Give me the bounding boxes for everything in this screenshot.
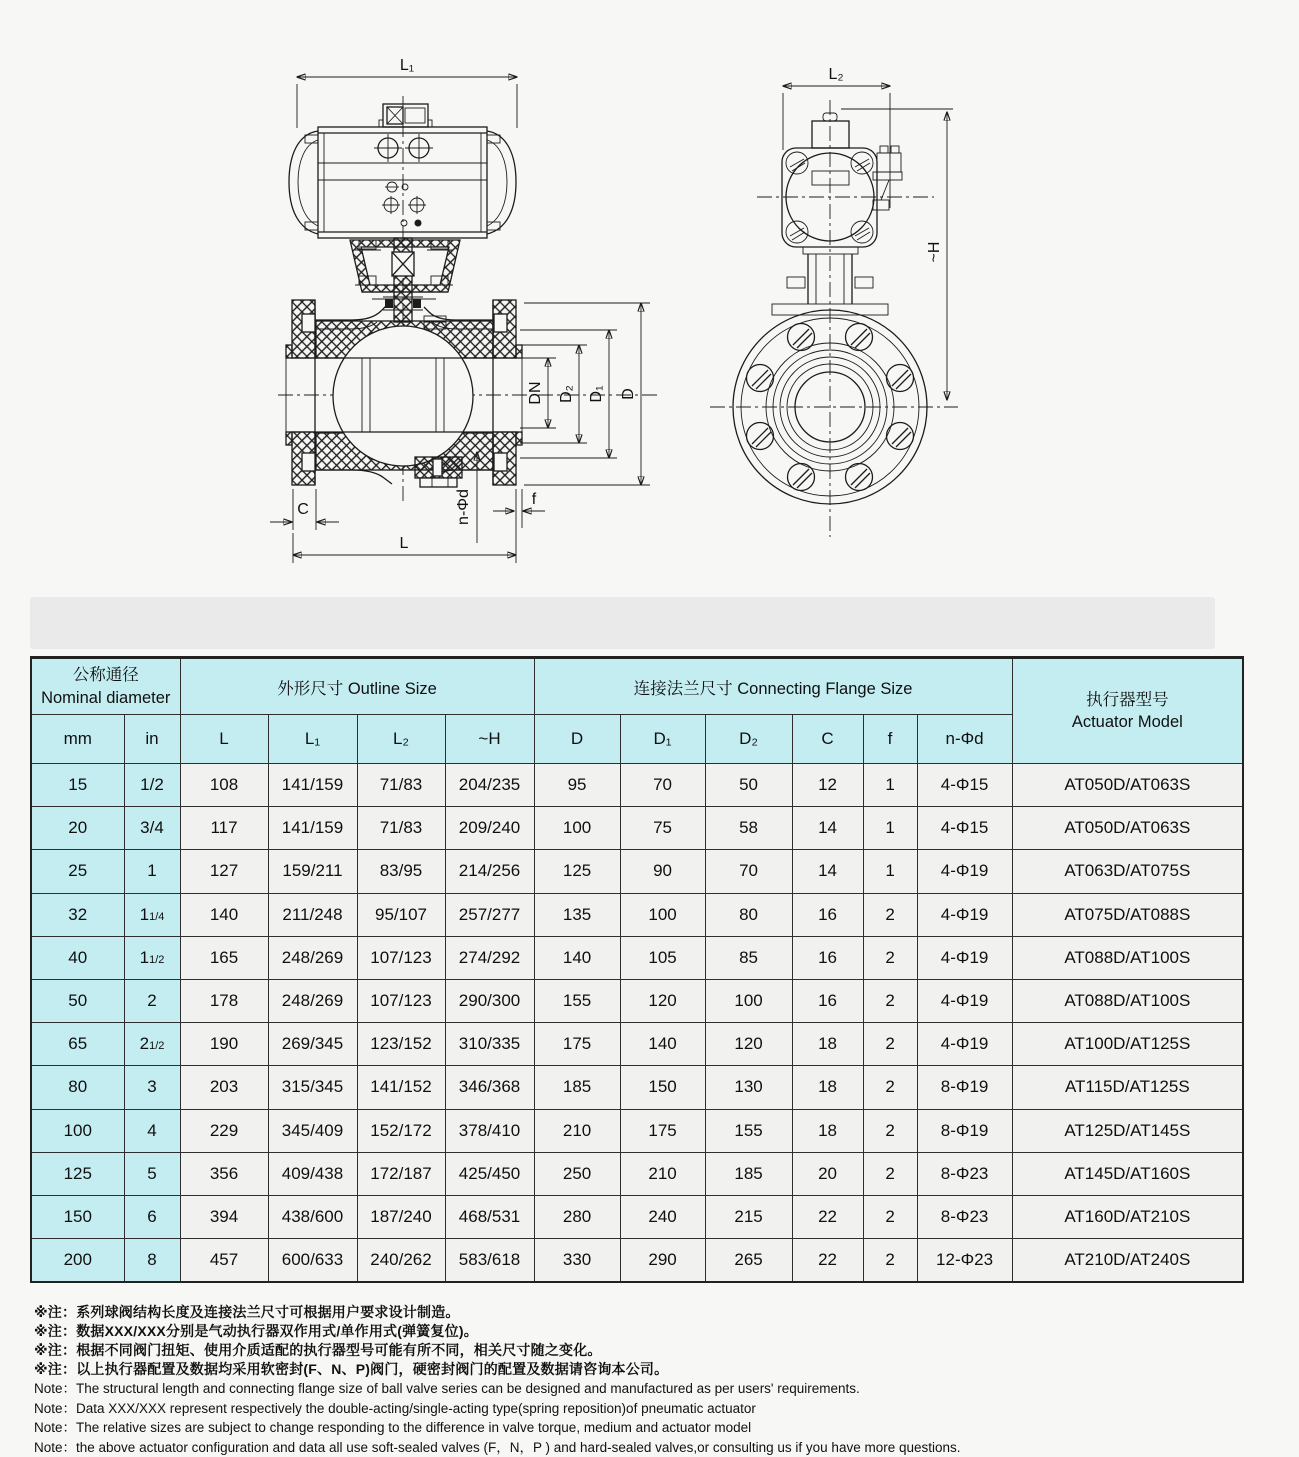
cell: 71/83 (357, 807, 445, 850)
note-line-zh-3: ※注：根据不同阀门扭矩、使用介质适配的执行器型号可能有所不同，相关尺寸随之变化。 (34, 1341, 1274, 1360)
table-row (31, 893, 1243, 936)
table-row (31, 1023, 1243, 1066)
cell: 280 (534, 1195, 620, 1238)
table-row (31, 979, 1243, 1022)
cell: 211/248 (268, 893, 357, 936)
cell: AT125D/AT145S (1012, 1109, 1243, 1152)
cell: 11/4 (124, 893, 180, 936)
cell: 356 (180, 1152, 268, 1195)
cell: 71/83 (357, 764, 445, 807)
col-L2: L₂ (357, 715, 445, 764)
cell: 172/187 (357, 1152, 445, 1195)
dim-label-h: ~H (926, 242, 943, 263)
cell: 468/531 (445, 1195, 534, 1238)
cell: 4 (124, 1109, 180, 1152)
cell: 203 (180, 1066, 268, 1109)
cell: AT088D/AT100S (1012, 936, 1243, 979)
cell: 1 (124, 850, 180, 893)
cell: 125 (31, 1152, 124, 1195)
cell: 125 (534, 850, 620, 893)
cell: 14 (792, 807, 863, 850)
dim-label-dn: DN (527, 381, 544, 404)
col-H: ~H (445, 715, 534, 764)
cell: AT088D/AT100S (1012, 979, 1243, 1022)
header-actuator-en: Actuator Model (1013, 711, 1243, 733)
cell: 4-Φ19 (917, 936, 1012, 979)
cell: AT145D/AT160S (1012, 1152, 1243, 1195)
header-outline-size: 外形尺寸 Outline Size (180, 658, 534, 715)
cell: 140 (534, 936, 620, 979)
cell: 175 (620, 1109, 705, 1152)
side-view (710, 66, 958, 537)
cell: 190 (180, 1023, 268, 1066)
cell: 378/410 (445, 1109, 534, 1152)
cell: 250 (534, 1152, 620, 1195)
cell: 4-Φ15 (917, 764, 1012, 807)
cell: 4-Φ19 (917, 850, 1012, 893)
cell: 18 (792, 1109, 863, 1152)
cell: 80 (705, 893, 792, 936)
header-connecting-flange-size: 连接法兰尺寸 Connecting Flange Size (534, 658, 1012, 715)
dimension-table (30, 656, 1242, 1283)
cell: 152/172 (357, 1109, 445, 1152)
cell: 4-Φ15 (917, 807, 1012, 850)
cell: 16 (792, 893, 863, 936)
cell: 18 (792, 1023, 863, 1066)
cell: 70 (705, 850, 792, 893)
cell: 100 (534, 807, 620, 850)
note-line-en-4: Note：the above actuator configuration and data all use soft-sealed valves (F，N，P ) and hard-sealed valves,or consulting us if you have more questions. (34, 1438, 1274, 1457)
header-nominal-en: Nominal diameter (32, 687, 180, 709)
dim-label-d: D (620, 388, 637, 400)
cell: 210 (534, 1109, 620, 1152)
cell: 15 (31, 764, 124, 807)
col-C: C (792, 715, 863, 764)
cell: 178 (180, 979, 268, 1022)
cell: 346/368 (445, 1066, 534, 1109)
cell: AT075D/AT088S (1012, 893, 1243, 936)
cell: 141/159 (268, 764, 357, 807)
cell: 2 (863, 1023, 917, 1066)
cell: 175 (534, 1023, 620, 1066)
cell: 185 (705, 1152, 792, 1195)
cell: AT050D/AT063S (1012, 807, 1243, 850)
cell: 229 (180, 1109, 268, 1152)
note-line-zh-1: ※注：系列球阀结构长度及连接法兰尺寸可根据用户要求设计制造。 (34, 1303, 1274, 1322)
cell: AT050D/AT063S (1012, 764, 1243, 807)
cell: 185 (534, 1066, 620, 1109)
cell: 20 (31, 807, 124, 850)
table-row (31, 936, 1243, 979)
cell: 117 (180, 807, 268, 850)
cell: 32 (31, 893, 124, 936)
cell: 22 (792, 1195, 863, 1238)
cell: 22 (792, 1239, 863, 1283)
header-actuator-model (1012, 658, 1243, 764)
cell: 108 (180, 764, 268, 807)
cell: 2 (863, 979, 917, 1022)
cell: 409/438 (268, 1152, 357, 1195)
cell: 583/618 (445, 1239, 534, 1283)
cell: 12 (792, 764, 863, 807)
cell: 140 (620, 1023, 705, 1066)
table-row (31, 764, 1243, 807)
cell: AT210D/AT240S (1012, 1239, 1243, 1283)
cell: 155 (534, 979, 620, 1022)
cell: 310/335 (445, 1023, 534, 1066)
cell: 135 (534, 893, 620, 936)
cell: 130 (705, 1066, 792, 1109)
cell: 8-Φ19 (917, 1066, 1012, 1109)
cell: 6 (124, 1195, 180, 1238)
notes-section (34, 1303, 1274, 1457)
table-row (31, 1109, 1243, 1152)
cell: 1/2 (124, 764, 180, 807)
cell: 8-Φ19 (917, 1109, 1012, 1152)
col-in: in (124, 715, 180, 764)
cell: 105 (620, 936, 705, 979)
dim-label-l2: L₂ (828, 66, 843, 83)
cell: 257/277 (445, 893, 534, 936)
cell: 3/4 (124, 807, 180, 850)
cell: 274/292 (445, 936, 534, 979)
cell: AT160D/AT210S (1012, 1195, 1243, 1238)
cell: 100 (705, 979, 792, 1022)
table-row (31, 1152, 1243, 1195)
cell: 83/95 (357, 850, 445, 893)
col-L: L (180, 715, 268, 764)
cell: 90 (620, 850, 705, 893)
header-actuator-zh: 执行器型号 (1013, 689, 1243, 711)
cell: 123/152 (357, 1023, 445, 1066)
dim-label-l: L (400, 535, 409, 552)
cell: 2 (863, 893, 917, 936)
cell: 100 (620, 893, 705, 936)
cell: 107/123 (357, 936, 445, 979)
cell: 100 (31, 1109, 124, 1152)
spec-table-body (31, 764, 1243, 1283)
cell: 12-Φ23 (917, 1239, 1012, 1283)
cell: 2 (863, 1195, 917, 1238)
dim-label-l1: L₁ (400, 57, 414, 74)
cell: 5 (124, 1152, 180, 1195)
cell: 330 (534, 1239, 620, 1283)
cell: 4-Φ19 (917, 1023, 1012, 1066)
col-f: f (863, 715, 917, 764)
note-line-en-3: Note：The relative sizes are subject to change responding to the difference in valve torque, medium and actuator model (34, 1418, 1274, 1438)
cell: 1 (863, 850, 917, 893)
cell: 1 (863, 764, 917, 807)
cell: 20 (792, 1152, 863, 1195)
cell: 155 (705, 1109, 792, 1152)
cell: 65 (31, 1023, 124, 1066)
cell: 269/345 (268, 1023, 357, 1066)
cell: 457 (180, 1239, 268, 1283)
cell: 127 (180, 850, 268, 893)
note-line-zh-2: ※注：数据XXX/XXX分别是气动执行器双作用式/单作用式(弹簧复位)。 (34, 1322, 1274, 1341)
cell: 248/269 (268, 979, 357, 1022)
cell: 3 (124, 1066, 180, 1109)
cell: 214/256 (445, 850, 534, 893)
header-nominal-zh: 公称通径 (32, 664, 180, 686)
cell: AT115D/AT125S (1012, 1066, 1243, 1109)
cell: 107/123 (357, 979, 445, 1022)
cell: 150 (31, 1195, 124, 1238)
col-L1: L₁ (268, 715, 357, 764)
cell: 18 (792, 1066, 863, 1109)
cell: 165 (180, 936, 268, 979)
faded-watermark-band (30, 597, 1215, 649)
cell: 2 (863, 1152, 917, 1195)
cell: 290 (620, 1239, 705, 1283)
cell: 265 (705, 1239, 792, 1283)
cell: 16 (792, 979, 863, 1022)
front-view (270, 57, 658, 563)
cell: 248/269 (268, 936, 357, 979)
note-line-en-2: Note：Data XXX/XXX represent respectively the double-acting/single-acting type(spring reposition)of pneumatic actuator (34, 1399, 1274, 1419)
dim-label-n-phi-d: n-Φd (455, 489, 472, 525)
cell: 240 (620, 1195, 705, 1238)
table-row (31, 807, 1243, 850)
cell: 120 (705, 1023, 792, 1066)
cell: 95 (534, 764, 620, 807)
cell: AT100D/AT125S (1012, 1023, 1243, 1066)
cell: 215 (705, 1195, 792, 1238)
dim-label-f: f (532, 491, 537, 508)
cell: 120 (620, 979, 705, 1022)
cell: 210 (620, 1152, 705, 1195)
cell: 141/159 (268, 807, 357, 850)
cell: 600/633 (268, 1239, 357, 1283)
cell: 159/211 (268, 850, 357, 893)
col-D2: D₂ (705, 715, 792, 764)
cell: 240/262 (357, 1239, 445, 1283)
dimension-table-grid (30, 656, 1244, 1283)
cell: 204/235 (445, 764, 534, 807)
table-row (31, 1066, 1243, 1109)
cell: 80 (31, 1066, 124, 1109)
note-line-en-1: Note：The structural length and connecting flange size of ball valve series can be designed and manufactured as per users' requirements. (34, 1379, 1274, 1399)
cell: 40 (31, 936, 124, 979)
cell: AT063D/AT075S (1012, 850, 1243, 893)
dim-label-d2: D₂ (558, 385, 575, 403)
cell: 95/107 (357, 893, 445, 936)
cell: 425/450 (445, 1152, 534, 1195)
cell: 2 (124, 979, 180, 1022)
cell: 16 (792, 936, 863, 979)
col-mm: mm (31, 715, 124, 764)
table-row (31, 1239, 1243, 1283)
cell: 8 (124, 1239, 180, 1283)
col-D: D (534, 715, 620, 764)
cell: 2 (863, 1239, 917, 1283)
cell: 1 (863, 807, 917, 850)
cell: 394 (180, 1195, 268, 1238)
cell: 150 (620, 1066, 705, 1109)
cell: 315/345 (268, 1066, 357, 1109)
cell: 50 (31, 979, 124, 1022)
cell: 345/409 (268, 1109, 357, 1152)
cell: 11/2 (124, 936, 180, 979)
table-row (31, 1195, 1243, 1238)
cell: 85 (705, 936, 792, 979)
cell: 14 (792, 850, 863, 893)
cell: 4-Φ19 (917, 979, 1012, 1022)
table-row (31, 850, 1243, 893)
col-nd: n-Φd (917, 715, 1012, 764)
cell: 70 (620, 764, 705, 807)
cell: 2 (863, 936, 917, 979)
cell: 2 (863, 1066, 917, 1109)
cell: 8-Φ23 (917, 1195, 1012, 1238)
cell: 290/300 (445, 979, 534, 1022)
cell: 200 (31, 1239, 124, 1283)
cell: 140 (180, 893, 268, 936)
dim-label-d1: D₁ (588, 386, 605, 403)
cell: 4-Φ19 (917, 893, 1012, 936)
cell: 209/240 (445, 807, 534, 850)
cell: 50 (705, 764, 792, 807)
cell: 8-Φ23 (917, 1152, 1012, 1195)
cell: 75 (620, 807, 705, 850)
valve-technical-drawing (0, 0, 1299, 600)
cell: 21/2 (124, 1023, 180, 1066)
note-line-zh-4: ※注：以上执行器配置及数据均采用软密封(F、N、P)阀门，硬密封阀门的配置及数据请咨询本公司。 (34, 1360, 1274, 1379)
cell: 438/600 (268, 1195, 357, 1238)
cell: 141/152 (357, 1066, 445, 1109)
cell: 25 (31, 850, 124, 893)
col-D1: D₁ (620, 715, 705, 764)
dim-label-c: C (297, 501, 309, 518)
cell: 58 (705, 807, 792, 850)
header-nominal-diameter (31, 658, 180, 715)
cell: 2 (863, 1109, 917, 1152)
cell: 187/240 (357, 1195, 445, 1238)
